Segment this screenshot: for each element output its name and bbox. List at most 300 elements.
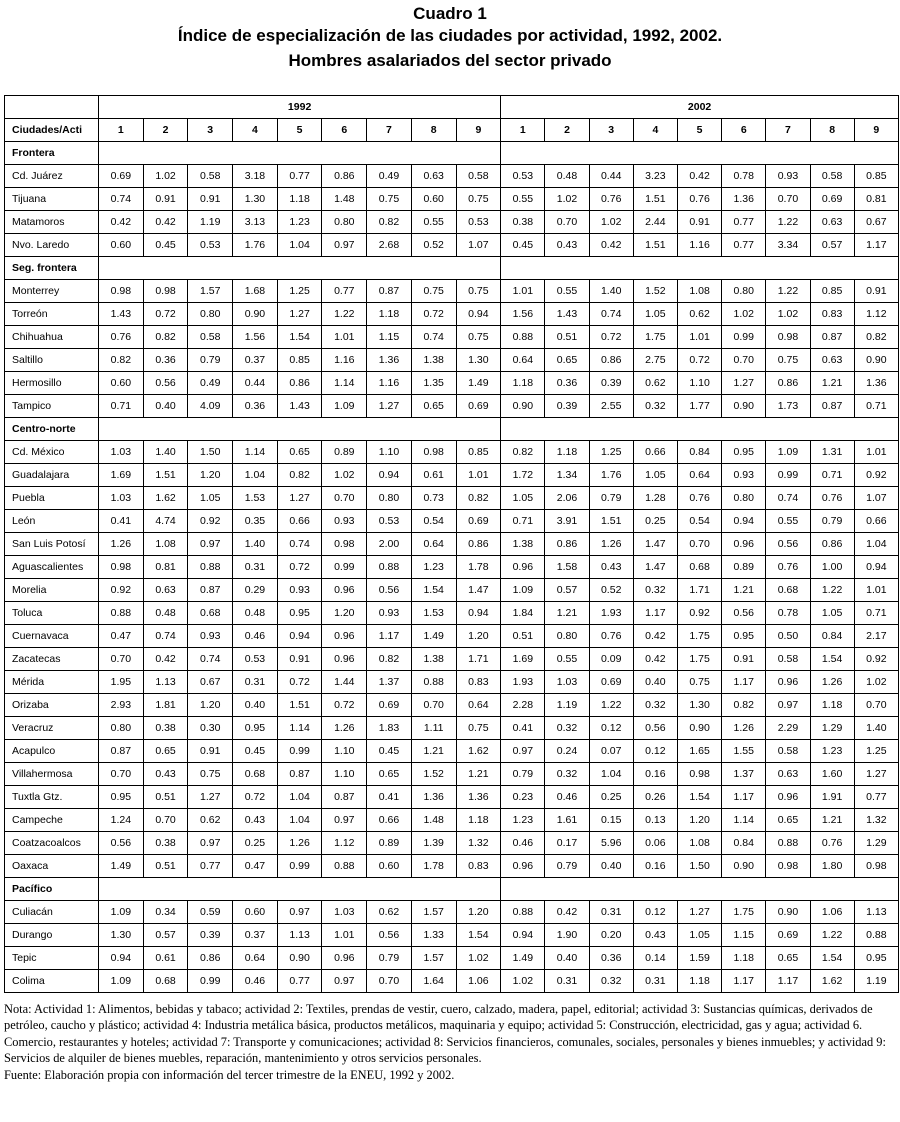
index-cell-1992-act5: 0.93	[277, 579, 322, 602]
index-cell-1992-act5: 0.94	[277, 625, 322, 648]
index-cell-1992-act9: 1.07	[456, 234, 501, 257]
index-cell-1992-act7: 0.88	[367, 556, 412, 579]
index-cell-2002-act6: 1.18	[722, 947, 766, 970]
index-cell-2002-act3: 0.43	[589, 556, 633, 579]
index-cell-2002-act3: 5.96	[589, 832, 633, 855]
index-cell-2002-act1: 0.82	[501, 441, 545, 464]
index-cell-2002-act5: 1.05	[677, 924, 721, 947]
index-cell-1992-act2: 0.91	[143, 188, 188, 211]
index-cell-2002-act4: 0.16	[633, 763, 677, 786]
index-cell-1992-act8: 1.35	[411, 372, 456, 395]
index-cell-2002-act2: 0.43	[545, 234, 589, 257]
index-cell-2002-act6: 1.14	[722, 809, 766, 832]
index-cell-1992-act6: 1.22	[322, 303, 367, 326]
index-cell-1992-act7: 0.75	[367, 188, 412, 211]
index-cell-1992-act1: 1.09	[99, 901, 144, 924]
city-name: Coatzacoalcos	[5, 832, 99, 855]
index-cell-2002-act1: 0.96	[501, 855, 545, 878]
index-cell-2002-act1: 1.84	[501, 602, 545, 625]
region-blank-1992	[99, 878, 501, 901]
index-cell-2002-act5: 1.54	[677, 786, 721, 809]
index-cell-1992-act9: 0.58	[456, 165, 501, 188]
index-cell-1992-act6: 1.10	[322, 763, 367, 786]
index-cell-1992-act7: 0.70	[367, 970, 412, 993]
index-cell-2002-act9: 1.13	[854, 901, 898, 924]
index-cell-1992-act9: 0.75	[456, 188, 501, 211]
index-cell-2002-act5: 0.76	[677, 487, 721, 510]
index-cell-2002-act2: 1.03	[545, 671, 589, 694]
index-cell-1992-act8: 0.75	[411, 280, 456, 303]
city-name: Villahermosa	[5, 763, 99, 786]
index-cell-2002-act9: 1.32	[854, 809, 898, 832]
index-cell-1992-act8: 0.88	[411, 671, 456, 694]
index-cell-1992-act1: 1.49	[99, 855, 144, 878]
index-cell-1992-act2: 0.81	[143, 556, 188, 579]
index-cell-1992-act7: 0.49	[367, 165, 412, 188]
index-cell-1992-act2: 1.40	[143, 441, 188, 464]
index-cell-2002-act1: 2.28	[501, 694, 545, 717]
index-cell-2002-act7: 1.17	[766, 970, 810, 993]
index-cell-1992-act2: 0.68	[143, 970, 188, 993]
index-cell-2002-act8: 1.23	[810, 740, 854, 763]
index-cell-1992-act1: 0.60	[99, 372, 144, 395]
index-cell-2002-act6: 0.94	[722, 510, 766, 533]
index-cell-1992-act7: 0.93	[367, 602, 412, 625]
table-row	[5, 970, 899, 993]
index-cell-2002-act5: 1.10	[677, 372, 721, 395]
index-cell-2002-act3: 0.07	[589, 740, 633, 763]
index-cell-1992-act5: 0.91	[277, 648, 322, 671]
table-row	[5, 625, 899, 648]
index-cell-2002-act5: 0.75	[677, 671, 721, 694]
index-cell-2002-act2: 0.32	[545, 763, 589, 786]
index-cell-1992-act7: 0.66	[367, 809, 412, 832]
index-cell-1992-act3: 0.75	[188, 763, 233, 786]
table-row	[5, 579, 899, 602]
index-cell-2002-act9: 0.67	[854, 211, 898, 234]
table-caption-number: Cuadro 1	[413, 4, 487, 23]
index-cell-2002-act7: 0.68	[766, 579, 810, 602]
index-cell-1992-act8: 1.52	[411, 763, 456, 786]
index-cell-1992-act6: 0.98	[322, 533, 367, 556]
table-row	[5, 395, 899, 418]
index-cell-1992-act9: 1.01	[456, 464, 501, 487]
index-cell-2002-act9: 1.04	[854, 533, 898, 556]
index-cell-2002-act3: 1.25	[589, 441, 633, 464]
index-cell-2002-act3: 0.32	[589, 970, 633, 993]
index-cell-2002-act7: 0.88	[766, 832, 810, 855]
index-cell-1992-act9: 1.21	[456, 763, 501, 786]
index-cell-1992-act4: 0.60	[233, 901, 278, 924]
index-cell-2002-act1: 0.45	[501, 234, 545, 257]
index-cell-2002-act2: 0.55	[545, 280, 589, 303]
index-cell-2002-act1: 0.64	[501, 349, 545, 372]
index-cell-1992-act1: 0.56	[99, 832, 144, 855]
index-cell-1992-act6: 0.97	[322, 970, 367, 993]
region-row	[5, 418, 899, 441]
index-cell-2002-act4: 2.44	[633, 211, 677, 234]
index-cell-1992-act6: 1.03	[322, 901, 367, 924]
index-cell-1992-act3: 0.93	[188, 625, 233, 648]
index-cell-1992-act7: 2.00	[367, 533, 412, 556]
index-cell-2002-act4: 0.12	[633, 740, 677, 763]
index-cell-2002-act6: 1.21	[722, 579, 766, 602]
index-cell-1992-act5: 0.77	[277, 970, 322, 993]
index-cell-2002-act4: 0.32	[633, 395, 677, 418]
index-cell-2002-act7: 0.98	[766, 326, 810, 349]
index-cell-1992-act4: 1.40	[233, 533, 278, 556]
index-cell-2002-act3: 0.86	[589, 349, 633, 372]
index-cell-2002-act2: 0.70	[545, 211, 589, 234]
index-cell-1992-act4: 0.90	[233, 303, 278, 326]
index-cell-1992-act3: 0.92	[188, 510, 233, 533]
index-cell-2002-act5: 1.08	[677, 280, 721, 303]
activity-header-2002-3: 3	[589, 119, 633, 142]
year-header-row	[5, 96, 899, 119]
index-cell-1992-act2: 0.34	[143, 901, 188, 924]
index-cell-1992-act3: 0.49	[188, 372, 233, 395]
index-cell-1992-act1: 0.98	[99, 556, 144, 579]
index-cell-2002-act9: 1.27	[854, 763, 898, 786]
index-cell-1992-act6: 1.01	[322, 326, 367, 349]
index-cell-1992-act9: 1.54	[456, 924, 501, 947]
city-name: Hermosillo	[5, 372, 99, 395]
index-cell-2002-act8: 1.62	[810, 970, 854, 993]
index-cell-2002-act4: 0.42	[633, 625, 677, 648]
index-cell-1992-act4: 0.95	[233, 717, 278, 740]
index-cell-2002-act2: 1.19	[545, 694, 589, 717]
index-cell-2002-act1: 0.79	[501, 763, 545, 786]
table-row	[5, 901, 899, 924]
index-cell-1992-act3: 1.50	[188, 441, 233, 464]
index-cell-1992-act2: 0.98	[143, 280, 188, 303]
activity-header-1992-6: 6	[322, 119, 367, 142]
index-cell-1992-act7: 0.87	[367, 280, 412, 303]
index-cell-1992-act8: 1.38	[411, 648, 456, 671]
index-cell-2002-act3: 0.20	[589, 924, 633, 947]
index-cell-2002-act3: 0.76	[589, 625, 633, 648]
index-cell-1992-act9: 1.49	[456, 372, 501, 395]
table-row	[5, 717, 899, 740]
index-cell-2002-act6: 0.99	[722, 326, 766, 349]
index-cell-2002-act2: 0.80	[545, 625, 589, 648]
index-cell-1992-act8: 0.52	[411, 234, 456, 257]
index-cell-2002-act5: 1.77	[677, 395, 721, 418]
index-cell-2002-act9: 2.17	[854, 625, 898, 648]
index-cell-1992-act7: 0.80	[367, 487, 412, 510]
index-cell-2002-act1: 0.38	[501, 211, 545, 234]
index-cell-2002-act1: 1.69	[501, 648, 545, 671]
index-cell-2002-act7: 0.90	[766, 901, 810, 924]
index-cell-2002-act9: 1.17	[854, 234, 898, 257]
index-cell-2002-act3: 0.52	[589, 579, 633, 602]
index-cell-1992-act9: 1.78	[456, 556, 501, 579]
index-cell-2002-act7: 0.56	[766, 533, 810, 556]
index-cell-2002-act7: 1.22	[766, 280, 810, 303]
index-cell-2002-act4: 0.16	[633, 855, 677, 878]
index-cell-2002-act4: 0.42	[633, 648, 677, 671]
index-cell-2002-act4: 1.51	[633, 188, 677, 211]
index-cell-1992-act1: 0.71	[99, 395, 144, 418]
index-cell-1992-act9: 1.47	[456, 579, 501, 602]
index-cell-1992-act3: 0.58	[188, 326, 233, 349]
index-cell-2002-act5: 1.27	[677, 901, 721, 924]
index-cell-1992-act7: 1.37	[367, 671, 412, 694]
city-name: Chihuahua	[5, 326, 99, 349]
index-cell-2002-act9: 0.94	[854, 556, 898, 579]
index-cell-1992-act2: 0.45	[143, 234, 188, 257]
index-cell-1992-act2: 0.57	[143, 924, 188, 947]
index-cell-1992-act9: 1.20	[456, 901, 501, 924]
index-cell-1992-act4: 0.53	[233, 648, 278, 671]
index-cell-2002-act9: 0.92	[854, 648, 898, 671]
table-body	[5, 142, 899, 993]
city-name: Guadalajara	[5, 464, 99, 487]
table-row	[5, 671, 899, 694]
region-blank-2002	[501, 142, 899, 165]
activity-header-2002-4: 4	[633, 119, 677, 142]
index-cell-1992-act3: 0.68	[188, 602, 233, 625]
index-cell-2002-act8: 1.60	[810, 763, 854, 786]
index-cell-1992-act1: 0.74	[99, 188, 144, 211]
index-cell-1992-act8: 1.49	[411, 625, 456, 648]
index-cell-1992-act1: 0.95	[99, 786, 144, 809]
index-cell-1992-act2: 1.62	[143, 487, 188, 510]
index-cell-1992-act3: 0.67	[188, 671, 233, 694]
index-cell-2002-act4: 0.40	[633, 671, 677, 694]
index-cell-1992-act6: 0.80	[322, 211, 367, 234]
index-cell-2002-act6: 1.75	[722, 901, 766, 924]
index-cell-1992-act9: 0.75	[456, 326, 501, 349]
index-cell-2002-act6: 1.26	[722, 717, 766, 740]
table-row	[5, 165, 899, 188]
index-cell-2002-act7: 0.78	[766, 602, 810, 625]
index-cell-2002-act5: 0.68	[677, 556, 721, 579]
table-row	[5, 326, 899, 349]
index-cell-2002-act7: 0.69	[766, 924, 810, 947]
index-cell-1992-act3: 1.27	[188, 786, 233, 809]
index-cell-2002-act6: 1.37	[722, 763, 766, 786]
city-name: Toluca	[5, 602, 99, 625]
table-row	[5, 533, 899, 556]
index-cell-1992-act9: 0.86	[456, 533, 501, 556]
index-cell-2002-act5: 1.50	[677, 855, 721, 878]
index-cell-1992-act5: 0.74	[277, 533, 322, 556]
index-cell-2002-act7: 0.58	[766, 648, 810, 671]
index-cell-1992-act9: 1.06	[456, 970, 501, 993]
index-cell-2002-act9: 0.71	[854, 602, 898, 625]
index-cell-2002-act2: 1.21	[545, 602, 589, 625]
index-cell-2002-act2: 1.43	[545, 303, 589, 326]
index-cell-2002-act6: 1.17	[722, 671, 766, 694]
table-row	[5, 832, 899, 855]
index-cell-2002-act3: 0.25	[589, 786, 633, 809]
index-cell-1992-act9: 1.30	[456, 349, 501, 372]
index-cell-1992-act5: 0.72	[277, 671, 322, 694]
city-name: Cd. México	[5, 441, 99, 464]
index-cell-2002-act6: 1.27	[722, 372, 766, 395]
index-cell-2002-act1: 1.93	[501, 671, 545, 694]
index-cell-2002-act5: 1.75	[677, 648, 721, 671]
index-cell-1992-act7: 1.10	[367, 441, 412, 464]
index-cell-1992-act7: 0.56	[367, 924, 412, 947]
index-cell-2002-act2: 0.65	[545, 349, 589, 372]
index-cell-2002-act4: 0.25	[633, 510, 677, 533]
index-cell-2002-act7: 0.58	[766, 740, 810, 763]
index-cell-1992-act8: 1.11	[411, 717, 456, 740]
index-cell-2002-act5: 1.30	[677, 694, 721, 717]
index-cell-2002-act4: 1.17	[633, 602, 677, 625]
index-cell-2002-act3: 0.15	[589, 809, 633, 832]
index-cell-1992-act9: 1.02	[456, 947, 501, 970]
index-cell-2002-act4: 1.05	[633, 464, 677, 487]
index-cell-2002-act5: 0.64	[677, 464, 721, 487]
index-cell-1992-act5: 0.77	[277, 165, 322, 188]
index-cell-2002-act3: 2.55	[589, 395, 633, 418]
region-blank-2002	[501, 257, 899, 280]
index-cell-2002-act7: 0.65	[766, 947, 810, 970]
index-cell-2002-act5: 1.16	[677, 234, 721, 257]
index-cell-1992-act4: 0.68	[233, 763, 278, 786]
index-cell-1992-act8: 0.74	[411, 326, 456, 349]
region-row	[5, 257, 899, 280]
table-row	[5, 464, 899, 487]
index-cell-1992-act8: 0.60	[411, 188, 456, 211]
index-cell-1992-act8: 0.98	[411, 441, 456, 464]
index-cell-2002-act1: 0.23	[501, 786, 545, 809]
index-cell-1992-act1: 1.24	[99, 809, 144, 832]
index-cell-1992-act4: 0.46	[233, 625, 278, 648]
index-cell-2002-act1: 0.41	[501, 717, 545, 740]
index-cell-1992-act8: 1.53	[411, 602, 456, 625]
city-name: León	[5, 510, 99, 533]
index-cell-2002-act8: 1.00	[810, 556, 854, 579]
index-cell-2002-act7: 0.93	[766, 165, 810, 188]
index-cell-1992-act1: 0.82	[99, 349, 144, 372]
index-cell-2002-act2: 3.91	[545, 510, 589, 533]
index-cell-1992-act8: 0.64	[411, 533, 456, 556]
index-cell-2002-act1: 0.51	[501, 625, 545, 648]
index-cell-2002-act4: 0.43	[633, 924, 677, 947]
index-cell-1992-act6: 1.02	[322, 464, 367, 487]
index-cell-2002-act9: 0.82	[854, 326, 898, 349]
index-cell-2002-act6: 0.82	[722, 694, 766, 717]
index-cell-2002-act8: 0.79	[810, 510, 854, 533]
index-cell-2002-act8: 1.29	[810, 717, 854, 740]
index-cell-2002-act2: 1.90	[545, 924, 589, 947]
index-cell-1992-act9: 1.62	[456, 740, 501, 763]
index-cell-2002-act8: 1.06	[810, 901, 854, 924]
activity-header-2002-5: 5	[677, 119, 721, 142]
index-cell-2002-act6: 0.84	[722, 832, 766, 855]
index-cell-1992-act3: 4.09	[188, 395, 233, 418]
index-cell-2002-act6: 0.95	[722, 625, 766, 648]
city-name: Morelia	[5, 579, 99, 602]
city-name: Oaxaca	[5, 855, 99, 878]
index-cell-1992-act8: 1.64	[411, 970, 456, 993]
index-cell-2002-act5: 0.92	[677, 602, 721, 625]
index-cell-2002-act5: 1.18	[677, 970, 721, 993]
index-cell-1992-act3: 0.58	[188, 165, 233, 188]
city-name: Tepic	[5, 947, 99, 970]
index-cell-2002-act7: 0.96	[766, 671, 810, 694]
index-cell-2002-act5: 0.91	[677, 211, 721, 234]
index-cell-1992-act8: 1.57	[411, 947, 456, 970]
index-cell-1992-act9: 1.20	[456, 625, 501, 648]
index-cell-1992-act5: 1.51	[277, 694, 322, 717]
index-cell-2002-act9: 0.77	[854, 786, 898, 809]
index-cell-2002-act3: 1.93	[589, 602, 633, 625]
index-cell-2002-act1: 1.05	[501, 487, 545, 510]
index-cell-2002-act5: 1.59	[677, 947, 721, 970]
index-cell-2002-act7: 0.96	[766, 786, 810, 809]
table-row	[5, 694, 899, 717]
index-cell-1992-act2: 0.82	[143, 326, 188, 349]
table-row	[5, 349, 899, 372]
index-cell-1992-act6: 0.97	[322, 809, 367, 832]
index-cell-1992-act3: 0.53	[188, 234, 233, 257]
index-cell-1992-act8: 1.21	[411, 740, 456, 763]
index-cell-1992-act8: 1.38	[411, 349, 456, 372]
region-blank-1992	[99, 142, 501, 165]
index-cell-2002-act9: 0.95	[854, 947, 898, 970]
index-cell-1992-act6: 1.44	[322, 671, 367, 694]
index-cell-1992-act7: 0.94	[367, 464, 412, 487]
index-cell-1992-act2: 0.51	[143, 786, 188, 809]
index-cell-2002-act2: 0.24	[545, 740, 589, 763]
index-cell-2002-act8: 0.57	[810, 234, 854, 257]
index-cell-2002-act9: 0.71	[854, 395, 898, 418]
index-cell-1992-act5: 1.43	[277, 395, 322, 418]
index-cell-1992-act7: 0.60	[367, 855, 412, 878]
index-cell-2002-act8: 0.84	[810, 625, 854, 648]
table-row	[5, 855, 899, 878]
index-cell-1992-act5: 0.72	[277, 556, 322, 579]
index-cell-2002-act9: 0.81	[854, 188, 898, 211]
index-cell-1992-act4: 1.14	[233, 441, 278, 464]
index-cell-2002-act4: 0.12	[633, 901, 677, 924]
index-cell-1992-act3: 0.87	[188, 579, 233, 602]
index-cell-1992-act2: 0.38	[143, 832, 188, 855]
table-row	[5, 924, 899, 947]
table-row	[5, 487, 899, 510]
index-cell-2002-act8: 0.86	[810, 533, 854, 556]
index-cell-1992-act4: 0.29	[233, 579, 278, 602]
index-cell-2002-act1: 1.38	[501, 533, 545, 556]
index-cell-1992-act5: 1.04	[277, 809, 322, 832]
index-cell-1992-act9: 0.85	[456, 441, 501, 464]
table-subtitle: Hombres asalariados del sector privado	[288, 51, 612, 70]
index-cell-1992-act8: 1.57	[411, 901, 456, 924]
index-cell-2002-act7: 0.55	[766, 510, 810, 533]
index-cell-1992-act2: 0.42	[143, 648, 188, 671]
index-cell-1992-act6: 0.70	[322, 487, 367, 510]
city-name: Monterrey	[5, 280, 99, 303]
index-cell-1992-act3: 0.99	[188, 970, 233, 993]
index-cell-1992-act6: 0.72	[322, 694, 367, 717]
index-cell-1992-act4: 0.40	[233, 694, 278, 717]
index-cell-2002-act3: 0.39	[589, 372, 633, 395]
index-cell-2002-act7: 1.02	[766, 303, 810, 326]
index-cell-2002-act4: 0.32	[633, 694, 677, 717]
index-cell-2002-act7: 2.29	[766, 717, 810, 740]
index-cell-2002-act9: 1.01	[854, 441, 898, 464]
index-cell-1992-act4: 0.64	[233, 947, 278, 970]
index-cell-2002-act6: 1.02	[722, 303, 766, 326]
index-cell-1992-act3: 1.20	[188, 464, 233, 487]
index-cell-2002-act4: 0.32	[633, 579, 677, 602]
activity-header-1992-1: 1	[99, 119, 144, 142]
